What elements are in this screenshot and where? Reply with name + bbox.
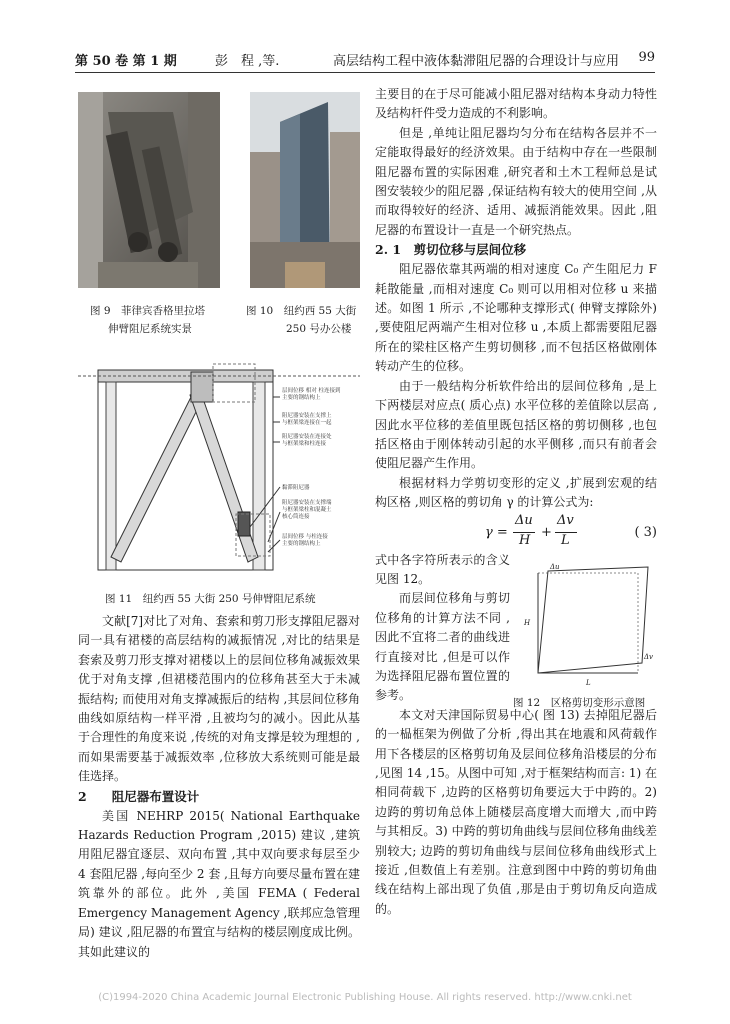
fig11-callout-1: 层间位移 相对 柱连接到 <box>282 388 341 394</box>
fig12-du: Δu <box>550 563 560 571</box>
running-header <box>75 50 655 73</box>
fig12-dv: Δv <box>644 653 654 661</box>
right-paragraph-7: 而层间位移角与剪切位移角的计算方法不同 ,因此不宜将二者的曲线进行直接对比 ,但是可以作为选择阻尼器布置位置的参考。 <box>375 591 510 703</box>
eq-du: Δu <box>515 512 533 528</box>
right-narrow-block <box>375 551 510 706</box>
section-2-1-heading: 2. 1 剪切位移与层间位移 <box>375 242 527 258</box>
fig10-caption <box>246 302 364 338</box>
fig10-caption-line1: 图 10 纽约西 55 大街 <box>246 305 357 317</box>
left-column <box>78 612 360 962</box>
section-2-heading: 2 阻尼器布置设计 <box>78 788 200 804</box>
fig11-callout-4: 与框架梁连接在一起 <box>282 420 332 426</box>
fig9-caption-line2: 伸臂阻尼系统实景 <box>108 323 192 335</box>
eq-L: L <box>561 532 570 548</box>
eq-dv: Δv <box>557 512 574 528</box>
right-paragraph-2: 但是 ,单纯让阻尼器均匀分布在结构各层并不一定能取得最好的经济效果。由于结构中存在一些限制阻尼器布置的实际困难 ,研究者和土木工程师总是试图安装较少的阻尼器 ,保证结构有较大的使用空间 ,从而取得较好的经济、适用、减振消能效果。因此 ,阻尼器的布置设计一直是一个研究热点。 <box>375 125 657 237</box>
fig12-caption: 图 12 区格剪切变形示意图 <box>513 697 646 709</box>
left-paragraph-1: 文献[7]对比了对角、套索和剪刀形支撑阻尼器对同一具有裙楼的高层结构的减振情况 ,对比的结果是套索及剪刀形支撑对裙楼以上的层间位移角减振效果优于对角支撑 ,但裙楼范围内的位移角甚至大于未减振结构; 而使用对角支撑减振后的结构 ,其层间位移角曲线如原结构一样平滑 ,且被均匀的减小。因此从基于合理性的角度来说 ,传统的对角支撑是较为理想的 ,而如果需要基于减振效率 ,位移放大系统则可能是最佳选择。 <box>78 614 360 784</box>
right-paragraph-5: 根据材料力学剪切变形的定义 ,扩展到宏观的结构区格 ,则区格的剪切角 γ 的计算公式为: <box>375 475 657 510</box>
right-paragraph-8: 本文对天津国际贸易中心( 图 13) 去掉阻尼器后的一榀框架为例做了分析 ,得出其在地震和风荷载作用下各楼层的区格剪切角及层间位移角沿楼层的分布 ,见图 14 ,15。从图中可知 ,对于框架结构而言: 1) 在相同荷载下 ,边跨的区格剪切角要远大于中跨的。2) 边跨的剪切角总体上随楼层高度增大而增大 ,而中跨与其相反。3) 中跨的剪切角曲线与层间位移角曲线差别较大; 边跨的剪切角曲线与层间位移角曲线形式上接近 ,但数值上有差别。注意到图中中跨的剪切角曲线在结构上部出现了负值 ,那是由于剪切角反向造成的。 <box>375 707 657 916</box>
right-paragraph-6: 式中各字符所表示的含义见图 12。 <box>375 552 510 586</box>
left-paragraph-2: 美国 NEHRP 2015( National Earthquake Hazards Reduction Program ,2015) 建议 ,建筑用阻尼器宜逐层、双向布置 ,其中双向要求每层至少 4 套阻尼器 ,每向至少 2 套 ,且每方向要尽量布置在建筑靠外的部位。此外 ,美国 FEMA ( Federal Emergency Management Agency ,联邦应急管理局) 建议 ,阻尼器的布置宜与结构的楼层刚度成比例。其如此建议的 <box>78 808 360 959</box>
fig10-caption-line2: 250 号办公楼 <box>286 323 352 335</box>
fig11-caption: 图 11 纽约西 55 大街 250 号伸臂阻尼系统 <box>105 593 316 605</box>
fig11-svg <box>78 342 360 574</box>
fig11-callout-7: 黏滞阻尼器 <box>282 485 310 491</box>
fig9-photo <box>78 92 220 288</box>
fig11-callout-6: 与框架梁和柱连接 <box>282 441 327 447</box>
fig12-diagram <box>510 563 658 689</box>
fig11-callout-11: 层间位移 与柱连接 <box>282 534 328 540</box>
footer-copyright: (C)1994-2020 China Academic Journal Electronic Publishing House. All rights reserved. http://www.cnki.net <box>98 992 632 1003</box>
fig11-callout-9: 与框架梁柱和混凝土 <box>282 507 332 513</box>
fig10-photo <box>250 92 360 288</box>
fig11-callout-12: 主要的钢结构上 <box>282 541 321 547</box>
equation-3 <box>375 513 657 551</box>
fig11-callout-10: 核心筒连接 <box>282 514 310 520</box>
fig9-caption <box>90 302 230 338</box>
right-paragraph-3: 阻尼器依靠其两端的相对速度 C₀ 产生阻尼力 F 耗散能量 ,而相对速度 C₀ 则可以用相对位移 u 来描述。如图 1 所示 ,不论哪种支撑形式( 伸臂支撑除外) ,要使阻尼两端产生相对位移 u ,本质上都需要阻尼器所在的梁柱区格产生剪切侧移 ,而不包括区格做刚体转动产生的位移。 <box>375 262 657 374</box>
fig11-diagram <box>78 342 360 574</box>
header-title: 高层结构工程中液体黏滞阻尼器的合理设计与应用 <box>333 54 620 69</box>
fig11-callout-2: 主要的钢结构上 <box>282 395 321 401</box>
fig11-callout-3: 阻尼器安装在支撑上 <box>282 413 332 419</box>
fig11-callout-5: 阻尼器安装在连接处 <box>282 434 332 440</box>
page-number: 99 <box>638 50 655 65</box>
fig12-L: L <box>586 679 591 687</box>
fig9-caption-line1: 图 9 菲律宾香格里拉塔 <box>90 305 206 317</box>
eq-plus: + <box>541 524 552 540</box>
header-authors: 彭 程 ,等. <box>215 54 280 69</box>
right-paragraph-4: 由于一般结构分析软件给出的层间位移角 ,是上下两楼层对应点( 质心点) 水平位移的差值除以层高 ,因此水平位移的差值里既包括区格的剪切侧移 ,也包括区格由于刚体转动引起的水平侧移 ,而只有前者会使阻尼器产生作用。 <box>375 378 657 471</box>
eq-H: H <box>519 532 531 548</box>
eq-gamma: γ = <box>485 524 508 540</box>
fig11-callout-8: 阻尼器安装在支撑端 <box>282 500 332 506</box>
eq-number: ( 3) <box>634 524 657 540</box>
right-column <box>375 85 657 919</box>
volume-issue: 第 50 卷 第 1 期 <box>75 54 177 69</box>
right-paragraph-1: 主要目的在于尽可能减小阻尼器对结构本身动力特性及结构杆件受力造成的不利影响。 <box>375 87 657 121</box>
fig12-H: H <box>524 619 531 627</box>
